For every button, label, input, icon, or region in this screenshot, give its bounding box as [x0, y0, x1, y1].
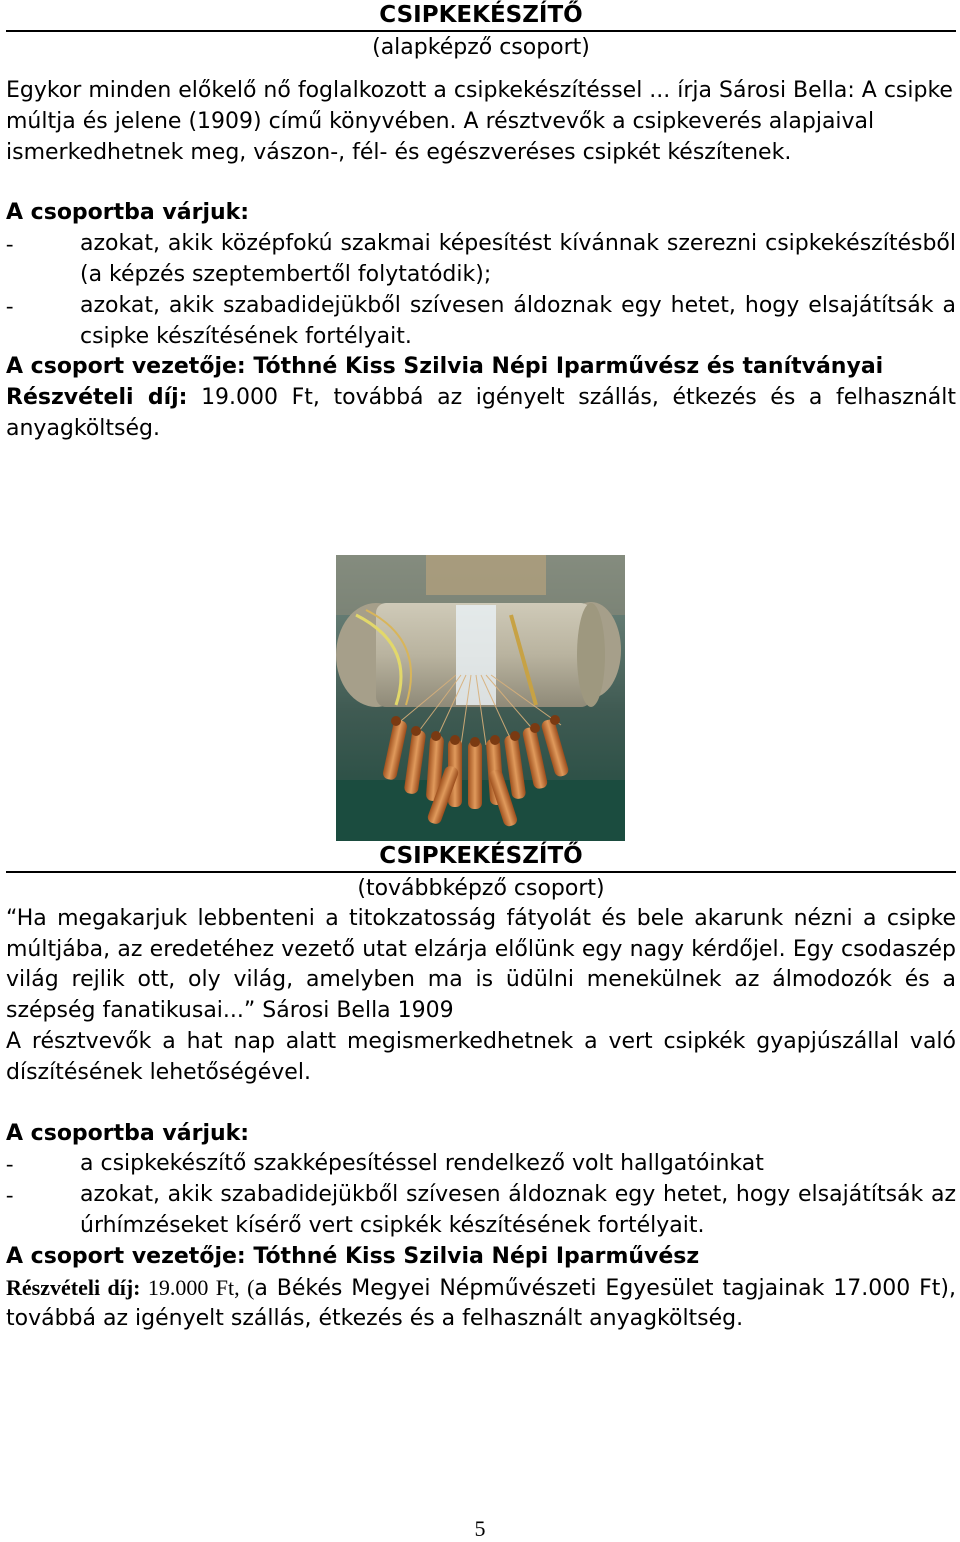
section2-leader: A csoport vezetője: Tóthné Kiss Szilvia Népi Iparművész [6, 1243, 700, 1269]
fee-amount: 19.000 Ft, ( [140, 1274, 255, 1300]
section2-intro: “Ha megakarjuk lebbenteni a titokzatosság fátyolát és bele akarunk nézni a csipke múltjába, az eredetéhez vezető utat elzárja előlünk egy nagy kérdőjel. Egy csodaszép világ rejlik ott, oly világ, amelyben ma is üdülni menekülnek az álmodozók és a szépség fanatikusai...” Sárosi Bella 1909 [6, 905, 956, 1024]
list-item: - azokat, akik középfokú szakmai képesítést kívánnak szerezni csipkekészítésből (a képzés szeptembertől folytatódik); [6, 229, 956, 291]
section2-subtitle: (továbbképző csoport) [357, 875, 605, 901]
section2-fee [6, 1273, 956, 1336]
section2-audience-list [6, 1149, 956, 1241]
section2-audience-heading: A csoportba várjuk: [6, 1120, 250, 1146]
list-item: - azokat, akik szabadidejükből szívesen áldoznak egy hetet, hogy elsajátítsák az úrhímzéseket kísérő vert csipkék készítésének fortélyait. [6, 1180, 956, 1242]
section2-title: CSIPKEKÉSZÍTŐ [6, 841, 956, 873]
page-number: 5 [474, 1516, 486, 1541]
section2-intro2: A résztvevők a hat nap alatt megismerkedhetnek a vert csipkék gyapjúszállal való díszítésének lehetőségével. [6, 1028, 956, 1085]
leader-name: Tóthné Kiss Szilvia Népi Iparművész és tanítványai [253, 354, 884, 380]
fee-text: a Békés Megyei Népművészeti Egyesület tagjainak 17.000 Ft), továbbá az igényelt szállás, étkezés és a felhasznált anyagköltség. [6, 1275, 956, 1332]
fee-label: Részvételi díj: [6, 1274, 141, 1300]
section1-title: CSIPKEKÉSZÍTŐ [6, 0, 956, 32]
section1-audience-list [6, 229, 956, 352]
leader-label: A csoport vezetője: [6, 354, 246, 380]
fee-text: 19.000 Ft, továbbá az igényelt szállás, étkezés és a felhasznált anyagköltség. [6, 385, 956, 441]
bobbin-lace-photo [336, 555, 625, 841]
section1-fee [6, 383, 956, 445]
list-item: - a csipkekészítő szakképesítéssel rendelkező volt hallgatóinkat [6, 1149, 956, 1180]
bobbin-lace-pillow-image [336, 555, 625, 841]
section1-subtitle: (alapképző csoport) [372, 35, 590, 60]
section1-audience-heading: A csoportba várjuk: [6, 200, 250, 226]
section1-intro: Egykor minden előkelő nő foglalkozott a csipkekészítéssel ... írja Sárosi Bella: A csipke múltja és jelene (1909) című könyvében. A résztvevők a csipkeverés alapjaival ismerkedhetnek meg, vászon-, fél- és egészveréses csipkét készítenek. [6, 78, 953, 165]
section1-leader [6, 352, 956, 383]
list-item: - azokat, akik szabadidejükből szívesen áldoznak egy hetet, hogy elsajátítsák a csipke készítésének fortélyait. [6, 291, 956, 353]
fee-label: Részvételi díj: [6, 385, 188, 411]
